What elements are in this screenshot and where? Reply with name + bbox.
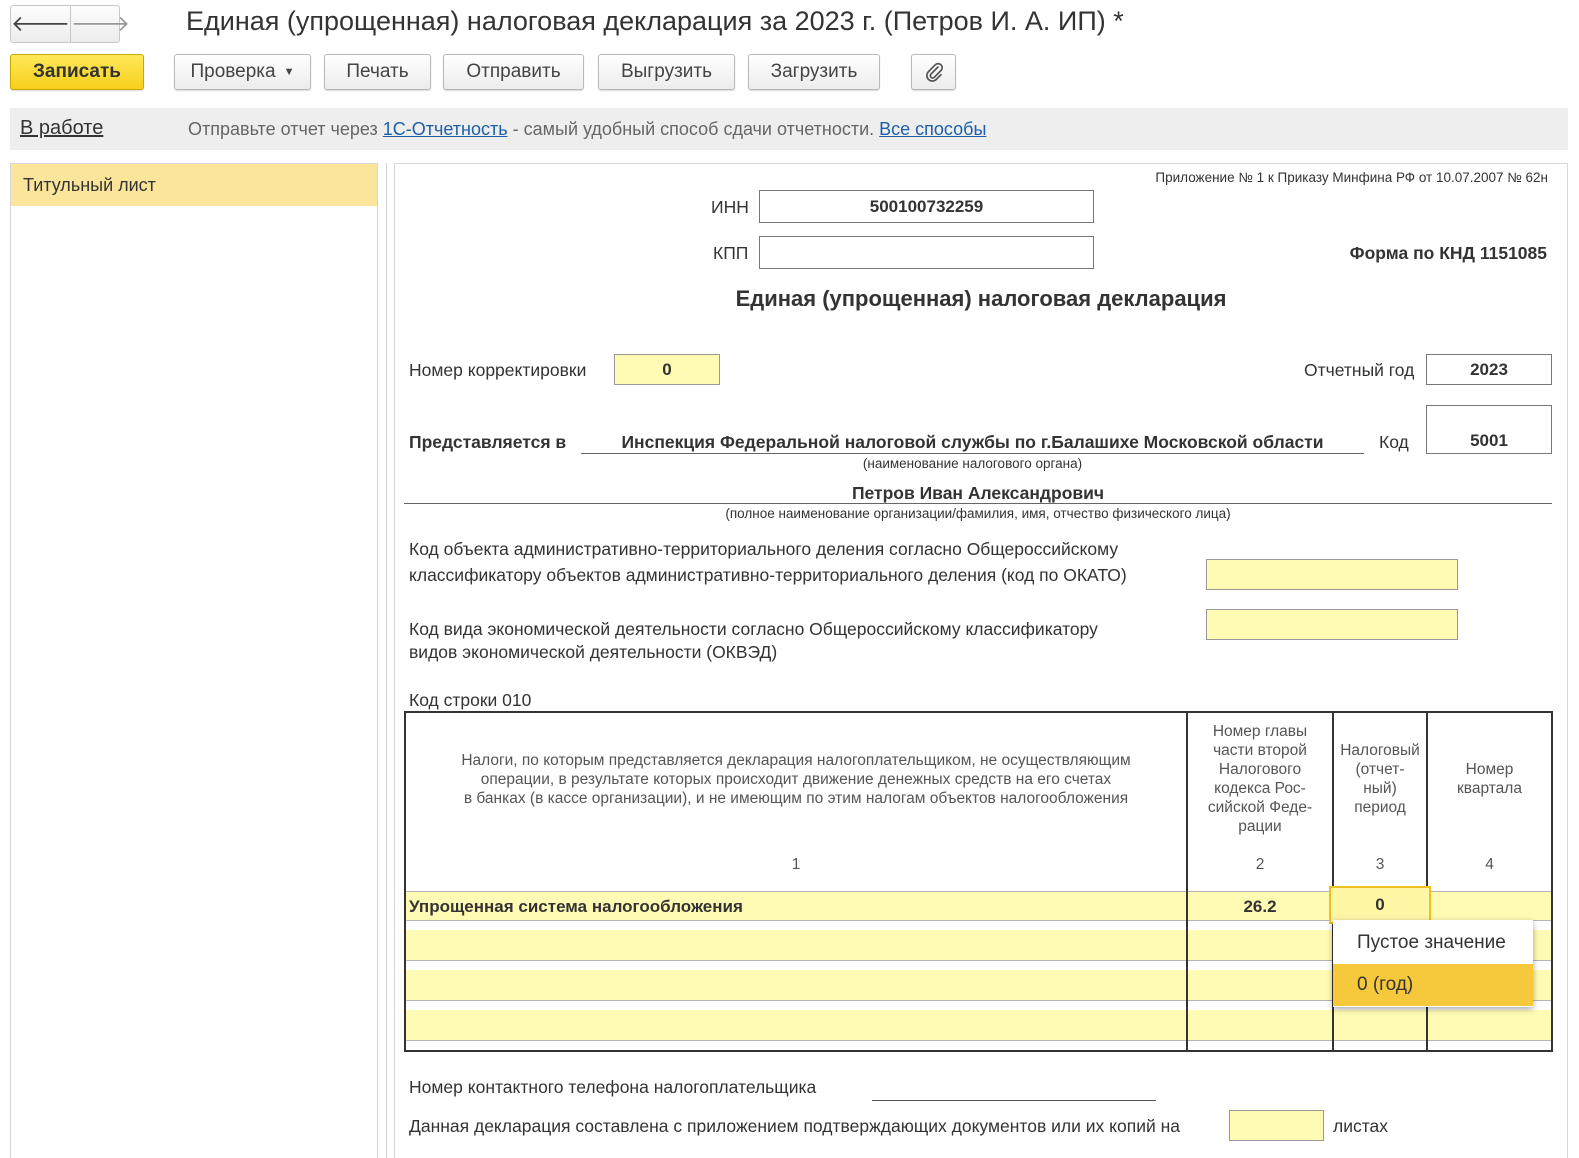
phone-field[interactable] (872, 1100, 1156, 1101)
import-button[interactable]: Загрузить (748, 54, 880, 90)
column-header-chapter-line: Налогового (1218, 761, 1302, 778)
okved-label-line1: Код вида экономической деятельности согласно Общероссийскому классификатору (409, 619, 1098, 639)
sheets-label: листах (1333, 1116, 1389, 1136)
column-number: 3 (1375, 856, 1385, 873)
info-text-before: Отправьте отчет через (188, 119, 383, 139)
appendix-note: Приложение № 1 к Приказу Минфина РФ от 10.07.2007 № 62н (1155, 170, 1548, 185)
check-button-label: Проверка (190, 61, 276, 82)
column-number: 1 (791, 856, 801, 873)
taxpayer-name: Петров Иван Александрович (851, 483, 1105, 503)
submitted-to-label: Представляется в (409, 432, 567, 452)
column-header-period-line: Налоговый (1340, 742, 1420, 759)
taxpayer-underline (404, 503, 1552, 504)
authority-hint: (наименование налогового органа) (862, 456, 1083, 471)
column-header-taxes-line3: в банках (в кассе организации), и не имеющим по этим налогам объектов налогообложения (463, 790, 1129, 807)
info-text-after: - самый удобный способ сдачи отчетности. (507, 119, 880, 139)
column-number: 2 (1255, 856, 1265, 873)
export-button[interactable]: Выгрузить (598, 54, 735, 90)
column-header-quarter-line: Номер (1465, 761, 1514, 778)
column-header-period-line: период (1354, 799, 1406, 816)
kpp-label: КПП (713, 243, 749, 263)
forward-arrow-icon[interactable]: 🡒 (70, 6, 130, 42)
tax-authority: Инспекция Федеральной налоговой службы по г.Балашихе Московской области (621, 432, 1324, 452)
column-number: 4 (1485, 856, 1494, 873)
table-row[interactable] (406, 1010, 1551, 1041)
okato-field[interactable] (1206, 559, 1458, 590)
authority-underline (581, 453, 1364, 454)
column-header-quarter-line: квартала (1457, 780, 1522, 797)
chapter-cell[interactable]: 26.2 (1243, 897, 1277, 916)
inn-field[interactable]: 500100732259 (759, 190, 1094, 223)
phone-label: Номер контактного телефона налогоплательщика (409, 1077, 817, 1097)
code-label: Код (1379, 432, 1409, 452)
info-message (188, 119, 986, 140)
send-button[interactable]: Отправить (443, 54, 584, 90)
okato-label-line1: Код объекта административно-территориального деления согласно Общероссийскому (409, 539, 1119, 559)
column-header-period (1334, 741, 1426, 817)
tax-name-cell[interactable]: Упрощенная система налогообложения (409, 897, 743, 916)
attach-button[interactable] (911, 54, 956, 90)
all-methods-link[interactable]: Все способы (879, 119, 987, 139)
okved-field[interactable] (1206, 609, 1458, 640)
print-button[interactable]: Печать (324, 54, 431, 90)
column-header-chapter-line: рации (1238, 818, 1282, 835)
form-heading: Единая (упрощенная) налоговая декларация (735, 286, 1227, 311)
knd-code: Форма по КНД 1151085 (1349, 243, 1547, 263)
authority-code-field[interactable]: 5001 (1426, 405, 1552, 454)
column-header-chapter-line: кодекса Рос- (1214, 780, 1306, 797)
column-header-chapter (1188, 722, 1332, 836)
inn-label: ИНН (711, 197, 749, 217)
column-header-quarter (1428, 760, 1551, 798)
back-arrow-icon[interactable]: 🡐 (11, 11, 70, 36)
column-header-chapter-line: Номер главы (1212, 723, 1308, 740)
column-header-taxes (406, 751, 1186, 808)
attachments-sheets-field[interactable] (1229, 1110, 1324, 1141)
column-header-period-line: (отчет- (1355, 761, 1405, 778)
column-header-taxes-line2: операции, в результате которых происходит движение денежных средств на его счетах (480, 771, 1112, 788)
paperclip-icon (924, 61, 944, 83)
period-cell[interactable]: 0 (1329, 886, 1431, 924)
sections-panel (10, 163, 378, 1158)
okato-label-line2: классификатору объектов административно-территориального деления (код по ОКАТО) (409, 565, 1127, 585)
year-field[interactable]: 2023 (1426, 354, 1552, 385)
okved-label-line2: видов экономической деятельности (ОКВЭД) (409, 642, 778, 662)
check-button[interactable] (174, 54, 311, 90)
column-header-taxes-line1: Налоги, по которым представляется декларация налогоплательщиком, не осуществляющим (461, 752, 1131, 769)
correction-label: Номер корректировки (409, 360, 587, 380)
year-label: Отчетный год (1304, 360, 1415, 380)
period-dropdown (1333, 920, 1533, 1007)
save-button[interactable]: Записать (10, 54, 144, 90)
dropdown-option-empty[interactable]: Пустое значение (1357, 932, 1506, 953)
history-nav (10, 5, 130, 43)
column-header-chapter-line: части второй (1213, 742, 1307, 759)
panel-splitter[interactable] (386, 163, 387, 1158)
attachments-label: Данная декларация составлена с приложением подтверждающих документов или их копий на (409, 1116, 1180, 1136)
line-code-label: Код строки 010 (409, 690, 532, 710)
reporting-link[interactable]: 1С-Отчетность (382, 119, 508, 139)
chevron-down-icon: ▼ (283, 66, 295, 78)
column-header-chapter-line: сийской Феде- (1207, 799, 1313, 816)
column-header-period-line: ный) (1363, 780, 1397, 797)
dropdown-option-year[interactable]: 0 (год) (1333, 964, 1533, 1006)
status-link[interactable]: В работе (20, 117, 104, 139)
correction-field[interactable]: 0 (614, 354, 720, 385)
window-title: Единая (упрощенная) налоговая декларация за 2023 г. (Петров И. А. ИП) * (186, 6, 1124, 36)
taxpayer-hint: (полное наименование организации/фамилия, имя, отчество физического лица) (725, 506, 1231, 521)
sidebar-item-title-page[interactable]: Титульный лист (11, 164, 377, 206)
kpp-field[interactable] (759, 236, 1094, 269)
